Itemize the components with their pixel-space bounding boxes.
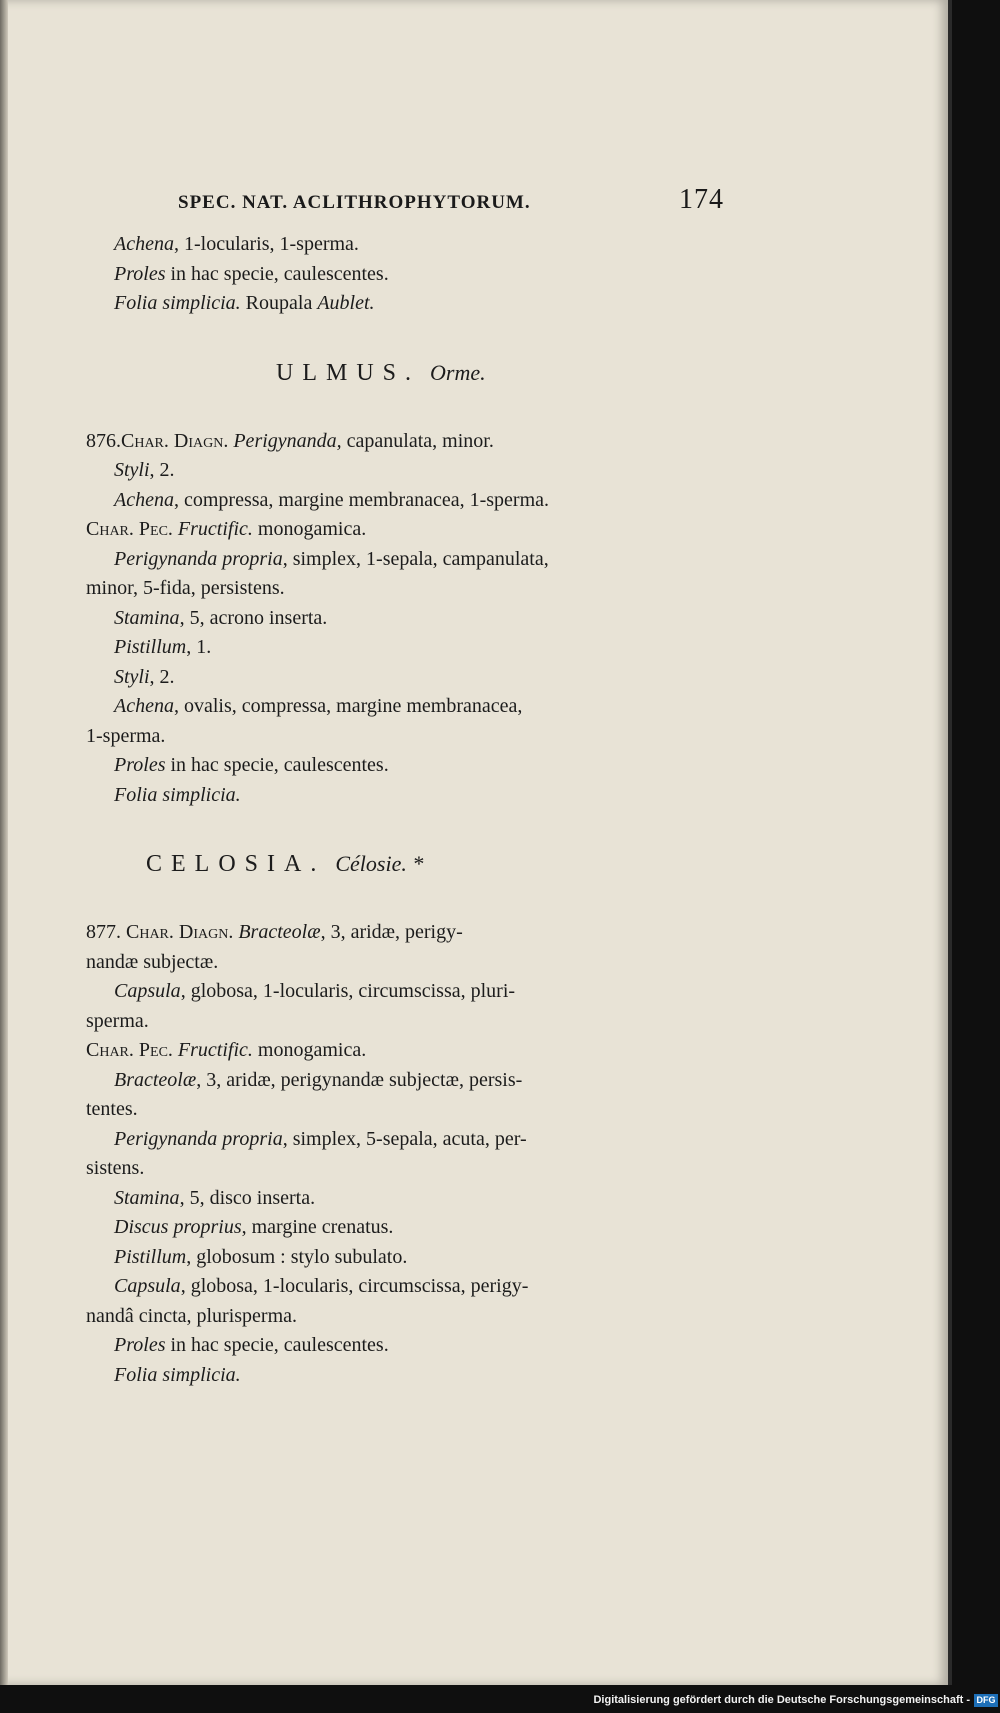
text-line: Capsula, globosa, 1-locularis, circumscissa, pluri- <box>114 980 516 1002</box>
text-line: Char. Pec. Fructific. monogamica. <box>86 1039 367 1061</box>
text-line: tentes. <box>86 1098 138 1120</box>
text-line: Bracteolæ, 3, aridæ, perigynandæ subjectæ, persis- <box>114 1068 523 1091</box>
text-line: Achena, ovalis, compressa, margine membranacea, <box>114 695 523 717</box>
text-line: 877. Char. Diagn. Bracteolæ, 3, aridæ, perigy- <box>86 921 463 943</box>
running-header <box>178 184 724 215</box>
text-line: Perigynanda propria, simplex, 1-sepala, campanulata, <box>114 547 549 570</box>
text-line: nandâ cincta, plurisperma. <box>86 1304 298 1327</box>
text-line: Proles in hac specie, caulescentes. <box>114 262 389 285</box>
text-line: Folia simplicia. Roupala Aublet. <box>114 292 375 314</box>
text-line: Styli, 2. <box>114 665 175 688</box>
text-line: nandæ subjectæ. <box>86 950 219 973</box>
page-spine-shadow <box>0 0 8 1685</box>
text-line: Proles in hac specie, caulescentes. <box>114 1334 389 1356</box>
page-number: 174 <box>679 184 724 215</box>
text-line: Stamina, 5, acrono inserta. <box>114 606 328 629</box>
text-line: Folia simplicia. <box>114 1363 241 1386</box>
running-title: SPEC. NAT. ACLITHROPHYTORUM. <box>178 192 531 213</box>
genus-heading-celosia: CELOSIA. Célosie. * <box>146 851 424 877</box>
entry-number: 877. <box>86 921 121 943</box>
text-line: Proles in hac specie, caulescentes. <box>114 754 389 776</box>
text-line: Pistillum, 1. <box>114 636 212 658</box>
text-line: Achena, compressa, margine membranacea, 1-sperma. <box>114 488 550 511</box>
text-line: 876.Char. Diagn. Perigynanda, capanulata, minor. <box>86 429 494 452</box>
text-line: sperma. <box>86 1009 149 1032</box>
text-line: Discus proprius, margine crenatus. <box>114 1216 394 1238</box>
entry-number: 876. <box>86 429 121 452</box>
text-line: Stamina, 5, disco inserta. <box>114 1186 316 1209</box>
text-line: Achena, 1-locularis, 1-sperma. <box>114 233 359 255</box>
text-line: Perigynanda propria, simplex, 5-sepala, acuta, per- <box>114 1127 527 1150</box>
text-line: sistens. <box>86 1157 145 1179</box>
text-line: Pistillum, globosum : stylo subulato. <box>114 1245 408 1268</box>
footer-text: Digitalisierung gefördert durch die Deutsche Forschungsgemeinschaft - <box>593 1694 970 1706</box>
genus-heading-ulmus: ULMUS. Orme. <box>276 359 486 386</box>
text-line: Styli, 2. <box>114 459 175 481</box>
dfg-logo-icon: DFG <box>974 1694 998 1707</box>
text-line: Folia simplicia. <box>114 783 241 806</box>
text-line: Capsula, globosa, 1-locularis, circumscissa, perigy- <box>114 1275 529 1297</box>
text-line: Char. Pec. Fructific. monogamica. <box>86 518 367 540</box>
text-line: minor, 5-fida, persistens. <box>86 577 285 599</box>
page-body <box>86 230 726 1390</box>
digitization-footer <box>580 1690 998 1710</box>
text-line: 1-sperma. <box>86 724 166 747</box>
